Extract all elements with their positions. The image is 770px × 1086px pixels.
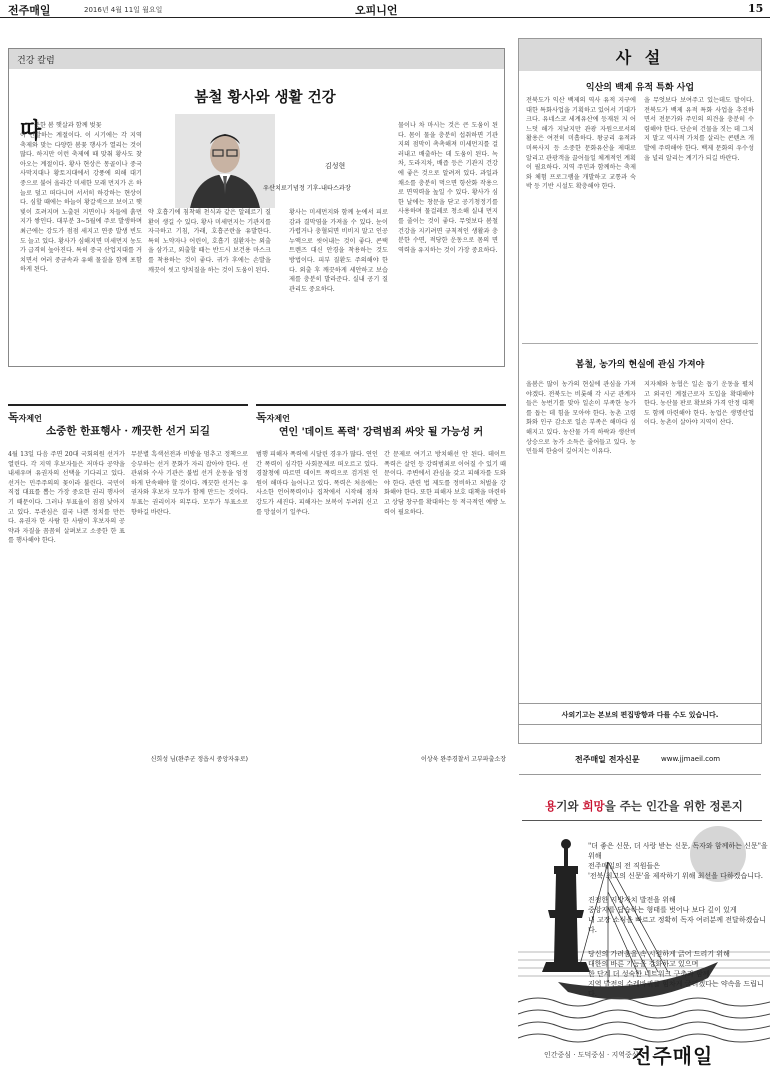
editorial-divider [522,343,758,344]
ad-brand: 전주매일 [632,1044,714,1068]
health-body-col4: 물이나 차 마시는 것은 큰 도움이 된다. 몸이 물을 충분히 섭취하면 기관지의 점막이 촉촉해져 미세먼지를 걸러내고 배출하는 데 도움이 된다. 녹차, 도라지차, 배즙 등은 기관지 건강에 좋은 것으로 알려져 있다. 과일과 채소를 충분히 먹으면 항산화 작용으로 면역력을 높일 수 있다. 황사가 심한 날에는 창문을 닫고 공기청정기를 사용하며 물걸레로 청소해 실내 먼지를 줄이는 것이 좋다. 무엇보다 봄철 건강을 지키려면 규칙적인 생활과 충분한 수면, 적당한 운동으로 몸의 면역력을 유지하는 것이 가장 중요하다. [398,122,498,254]
ad-slogan: 인간중심 · 도덕중심 · 지역중심 [544,1051,639,1059]
section-name: 오피니언 [355,4,398,17]
reader-column-title: 연인 '데이트 폭력' 강력범죄 싸앗 될 가능성 커 [278,427,484,438]
masthead [0,0,770,18]
reader-column-byline: 이상욱 완주경찰서 고부파출소장 [421,756,506,763]
editorial-title-2: 봄철, 농가의 현실에 관심 가져야 [575,360,705,370]
ad-title [518,798,770,814]
contribution-notice: 사외기고는 본보의 편집방향과 다를 수도 있습니다. [519,703,761,725]
health-lead-text: 뜻한 봄 햇살과 함께 벚꽃 [34,122,102,129]
ad-copy-line: 중앙지를 답습하는 형태를 벗어나 보다 깊이 있게 [588,906,737,914]
author-portrait [175,114,275,208]
ad-rule [522,820,762,821]
drop-cap: 따 [20,118,42,144]
ad-copy-line: 진정한 지방자치 발전을 위해 [588,896,676,904]
editorial-body-1a: 전북도가 익산 백제의 역사 유적 지구에 대한 특화사업을 기획하고 있어서 기대가 크다. 유네스코 세계유산에 등재된 지 어느덧 해가 지났지만 관광 자원으로서의 활용은 여전히 미흡하다. 왕궁리 유적과 미륵사지 등 소중한 문화유산을 제대로 알리고 관광객을 끌어들일 체계적인 계획이 필요하다. 지역 주민과 함께하는 축제와 체험 프로그램을 개발하고 교통과 숙박 등 기반 시설도 확충해야 한다. [526,97,636,191]
reader-column-title: 소중한 한표행사 · 깨끗한 선거 되길 [46,425,210,437]
ad-title-accent-2: 희망 [582,799,605,813]
reader-column-header [8,404,248,424]
reader-column-body-b: 무분별 흑색선전과 비방을 멈추고 정책으로 승부하는 선거 문화가 자리 잡아야 한다. 선관위와 수사 기관은 불법 선거 운동을 엄정하게 단속해야 할 것이다. 깨끗한 선거는 유권자와 후보자 모두가 함께 만드는 것이다. 투표는 권리이자 의무다. 모두가 투표소로 향하길 바란다. [131,451,248,516]
page-number: 15 [748,2,764,15]
health-column-title: 봄철 황사와 생활 건강 [194,89,336,106]
e-paper-url[interactable]: www.jjmaeil.com [661,755,721,763]
ad-copy-line: 전주매일의 전 직원들은 [588,862,661,870]
health-column-tag: 건강 칼럼 [9,49,504,69]
editorial-body-1b: 을 무엇보다 보여주고 있는데도 말이다. 전북도가 백제 유적 특화 사업을 추진하면서 전문가와 주민의 의견을 충분히 수렴해야 한다. 단순히 건물을 짓는 데 그치지 말고 역사적 가치를 살리는 콘텐츠 개발에 주력해야 한다. 백제 문화의 우수성을 널리 알리는 계기가 되길 바란다. [644,97,754,162]
editorial-body-2a: 올봄은 많이 농가의 현실에 관심을 가져야겠다. 전북도는 비롯해 각 시군 관계자들은 농번기를 맞아 일손이 부족한 농가를 돕는 데 힘을 모아야 한다. 농촌 고령화와 인구 감소로 일손 부족은 해마다 심해지고 있다. 농산물 가격 하락과 생산비 상승으로 농가 소득은 줄어들고 있다. 농민들의 한숨이 깊어지는 이유다. [526,381,636,456]
reader-badge-initial: 독 [256,411,267,424]
ad-copy-line: "더 좋은 신문, 더 사랑 받는 신문, 독자와 함께하는 신문"을 위해 [588,842,768,860]
e-paper-name: 전주매일 전자신문 [575,754,640,764]
ad-title-accent-1: 용 [545,799,557,813]
issue-date: 2016년 4월 11일 월요일 [84,6,163,14]
editorial-title-1: 익산의 백제 유적 특화 사업 [585,83,695,93]
ad-copy-line: 대한의 바른 기능을 강화하고 있으며 [588,960,699,968]
ad-copy-line: 당신의 가려움을 속 시원하게 긁어 드리기 위해 [588,950,730,958]
ad-title-part-1: 기와 [556,799,583,813]
author-name: 김성현 [325,162,346,170]
reader-badge-rest: 자제언 [18,413,42,423]
reader-column-body-b: 간 문제로 여기고 방치해선 안 된다. 데이트 폭력은 살인 등 강력범죄로 이어질 수 있기 때문이다. 주변에서 관심을 갖고 피해자를 도와야 한다. 관련 법 제도를 정비하고 처벌을 강화해야 한다. 또한 피해자 보호 대책을 마련하고 상담 창구를 확대하는 등 적극적인 예방 노력이 필요하다. [384,451,506,516]
editorial-body-2b: 지자체와 농협은 일손 돕기 운동을 펼치고 외국인 계절근로자 도입을 확대해야 한다. 농산물 판로 확보와 가격 안정 대책도 함께 마련해야 한다. 농업은 생명산업이다. 농촌이 살아야 지역이 산다. [644,381,754,427]
paper-name: 전주매일 [8,4,51,17]
health-body-col1: 이 만발하는 계절이다. 이 시기에는 각 지역 축제와 맞는 다양한 봄꽃 행사가 열리는 것이 많다. 하지만 이런 축제에 때 맞춰 황사도 찾아오는 계절이다. 황사 현상은 몽골이나 중국 사막지대나 황토지대에서 강풍에 의해 대기 중으로 불어 올라간 미세한 모래 먼지가 온 하늘로 덮고 떠다니며 서서히 하강하는 현상이다. 심할 때에는 하늘이 황갈색으로 보이고 햇빛이 흐려지며 노출된 지면이나 차들에 흙먼지가 쌓인다. 대부분 3~5월에 주로 발생하며 최근에는 강도가 점점 세지고 연중 발생 빈도도 늘고 있다. 황사가 심해지면 미세먼지 농도가 급격히 높아진다. 특히 중국 산업지대를 거치면서 여러 중금속과 유해 물질을 함께 포함하게 된다. [20,132,142,274]
reader-column-byline: 신희성 님(완주군 정읍시 중앙자유로) [150,756,248,763]
health-body-col3: 황사는 미세먼지와 함께 눈에서 피로감과 결막염을 가져올 수 있다. 눈이 가렵거나 충혈되면 비비지 말고 인공누액으로 씻어내는 것이 좋다. 콘택트렌즈 대신 안경을 착용하는 것도 방법이다. 피부 질환도 주의해야 한다. 외출 후 깨끗하게 세안하고 보습제를 충분히 발라준다. 실내 공기 질 관리도 중요하다. [289,209,388,293]
ad-copy [588,841,770,999]
ad-copy-line: '전북 최고의 신문'을 제작하기 위해 최선을 다하겠습니다. [588,872,763,880]
editorial-header: 사 설 [519,39,761,71]
ad-copy-line: 내 고장 소식을 빠르고 정확히 독자 여러분께 전달하겠습니다. [588,916,766,934]
reader-column-body-a: 범행 피해자 폭력에 시달린 경우가 많다. 연인 간 폭력이 심각한 사회문제로 떠오르고 있다. 경찰청에 따르면 데이트 폭력으로 검거된 인원이 해마다 늘어나고 있다. 폭력은 처음에는 사소한 언어폭력이나 집착에서 시작해 점차 강도가 세진다. 피해자는 보복이 두려워 신고를 망설이기 일쑤다. [256,451,378,516]
health-body-col2: 약 호흡기에 침착해 천식과 같은 알레르기 질환이 생길 수 있다. 황사 미세먼지는 기관지를 자극하고 기침, 가래, 호흡곤란을 유발한다. 특히 노약자나 어린이, 호흡기 질환자는 외출을 삼가고, 외출할 때는 반드시 보건용 마스크를 착용하는 것이 좋다. 귀가 후에는 손발을 깨끗이 씻고 양치질을 하는 것이 도움이 된다. [148,209,271,274]
author-affiliation: 우산치료기념정 기후-내타스과장 [263,185,351,192]
reader-column-header [256,404,506,424]
e-paper-banner [519,745,761,775]
ad-copy-line: 지역 발전의 수레바퀴를 힘차게 굴리겠다는 약속을 드립니다. [588,980,764,998]
reader-badge-initial: 독 [8,411,19,424]
reader-badge-rest: 자제언 [266,413,290,423]
reader-column-body-a: 4월 13일 다음 주면 20대 국회의원 선거가 열린다. 각 지역 후보자들은 저마다 공약을 내세우며 유권자의 선택을 기다리고 있다. 선거는 민주주의의 꽃이라 불린다. 국민이 직접 대표를 뽑는 가장 중요한 권리 행사이기 때문이다. 그러나 투표율이 점점 낮아지고 있다. 무관심은 결국 나쁜 정치를 만든다. 유권자 한 사람 한 사람이 후보자의 공약과 자질을 꼼꼼히 살펴보고 소중한 한 표를 행사해야 한다. [8,451,125,545]
ad-title-part-2: 을 주는 인간을 위한 정론지 [604,799,743,813]
ad-copy-line: 한 단계 더 성숙한 네트워크 구축과 함께 [588,970,710,978]
